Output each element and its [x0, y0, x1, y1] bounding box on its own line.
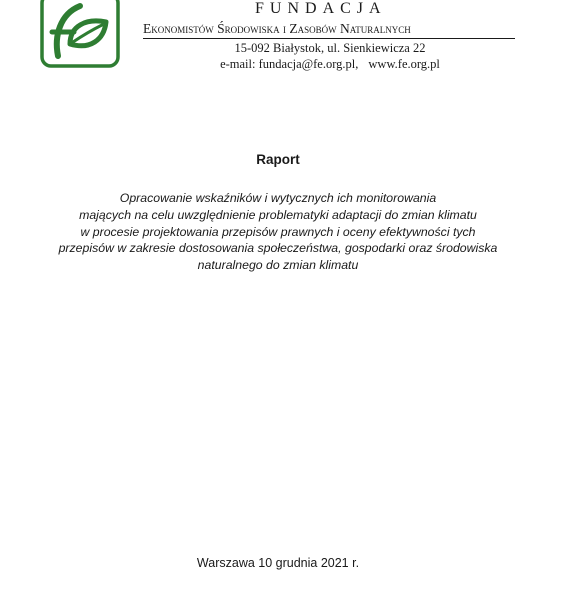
report-subject — [0, 190, 556, 274]
subject-line: przepisów w zakresie dostosowania społeczeństwa, gospodarki oraz środowiska — [58, 241, 498, 256]
organization-subtitle: Ekonomistów Środowiska i Zasobów Naturalnych — [143, 21, 411, 36]
organization-name: FUNDACJA — [255, 0, 387, 17]
subject-line: naturalnego do zmian klimatu — [197, 258, 359, 273]
organization-contact — [190, 56, 470, 72]
organization-address: 15-092 Białystok, ul. Sienkiewicza 22 — [234, 41, 426, 55]
subject-line: Opracowanie wskaźników i wytycznych ich monitorowania — [119, 191, 437, 205]
subject-line: w procesie projektowania przepisów prawnych i oceny efektywności tych — [80, 224, 476, 239]
website-text: www.fe.org.pl — [368, 57, 440, 71]
subject-line: mających na celu uwzględnienie problematyki adaptacji do zmian klimatu — [79, 207, 477, 222]
foundation-logo-icon — [40, 0, 120, 68]
letterhead-divider — [143, 38, 515, 39]
report-heading: Raport — [256, 152, 300, 167]
email-text: e-mail: fundacja@fe.org.pl, — [220, 57, 359, 71]
place-and-date: Warszawa 10 grudnia 2021 r. — [196, 556, 360, 570]
